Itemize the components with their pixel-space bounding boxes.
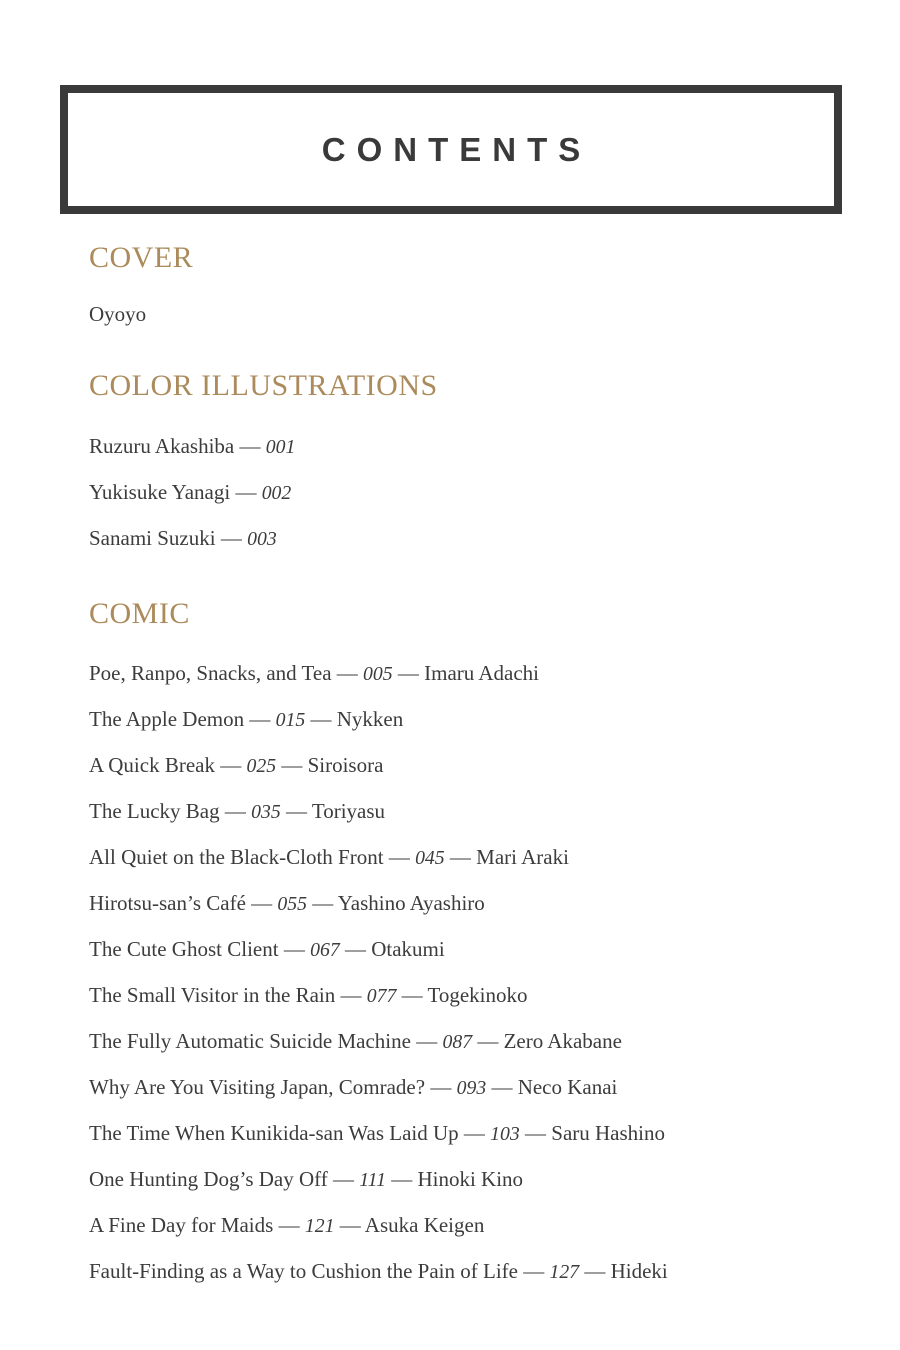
- toc-entry: [89, 705, 820, 734]
- entry-author: Zero Akabane: [503, 1029, 622, 1053]
- entry-list-color-illustrations: [89, 432, 820, 553]
- separator-dash: —: [579, 1259, 611, 1283]
- toc-entry: [89, 935, 820, 964]
- entry-page-number: 003: [247, 528, 277, 550]
- separator-dash: —: [410, 1029, 443, 1053]
- separator-dash: —: [425, 1075, 457, 1099]
- entry-title: The Time When Kunikida-san Was Laid Up: [89, 1121, 459, 1145]
- separator-dash: —: [214, 753, 247, 777]
- entry-title: A Quick Break: [89, 753, 215, 777]
- toc-entry: [89, 524, 820, 553]
- separator-dash: —: [327, 1167, 360, 1191]
- separator-dash: —: [219, 799, 252, 823]
- toc-entry: [89, 432, 820, 461]
- entry-author: Imaru Adachi: [424, 661, 539, 685]
- entry-title: Poe, Ranpo, Snacks, and Tea: [89, 661, 332, 685]
- separator-dash: —: [273, 1213, 305, 1237]
- entry-author: Hideki: [610, 1259, 668, 1283]
- toc-entry: [89, 751, 820, 780]
- separator-dash: —: [230, 480, 262, 504]
- entry-title: All Quiet on the Black-Cloth Front: [89, 845, 384, 869]
- entry-title: Hirotsu-san’s Café: [89, 891, 246, 915]
- entry-author: Toriyasu: [311, 799, 386, 823]
- toc-entry: [89, 1119, 820, 1148]
- toc-entry: [89, 981, 820, 1010]
- separator-dash: —: [215, 526, 248, 550]
- toc-entry: [89, 843, 820, 872]
- toc-entry: [89, 1027, 820, 1056]
- toc-entry: [89, 1257, 820, 1286]
- separator-dash: —: [335, 983, 367, 1007]
- entry-title: The Apple Demon: [89, 707, 245, 731]
- separator-dash: —: [305, 707, 337, 731]
- separator-dash: —: [458, 1121, 491, 1145]
- toc-entry: [89, 797, 820, 826]
- entry-author: Saru Hashino: [551, 1121, 666, 1145]
- entry-page-number: 103: [490, 1123, 520, 1145]
- entry-title: Sanami Suzuki: [89, 526, 216, 550]
- toc-entry: [89, 1165, 820, 1194]
- entry-author: Nykken: [336, 707, 404, 731]
- toc-entry: [89, 1211, 820, 1240]
- section-cover: [89, 240, 820, 328]
- entry-author: Yashino Ayashiro: [337, 891, 485, 915]
- entry-list-comic: [89, 659, 820, 1286]
- entry-title: Fault-Finding as a Way to Cushion the Pain of Life: [89, 1259, 518, 1283]
- section-comic: [89, 596, 820, 1286]
- entry-title: Ruzuru Akashiba: [89, 434, 235, 458]
- entry-author: Hinoki Kino: [417, 1167, 524, 1191]
- section-heading-color-illustrations: COLOR ILLUSTRATIONS: [89, 369, 438, 402]
- separator-dash: —: [278, 937, 311, 961]
- table-of-contents: [60, 240, 840, 1286]
- separator-dash: —: [519, 1121, 552, 1145]
- entry-title: Oyoyo: [89, 302, 147, 326]
- entry-page-number: 087: [442, 1031, 473, 1053]
- entry-title: The Lucky Bag: [89, 799, 220, 823]
- entry-author: Togekinoko: [427, 983, 528, 1007]
- toc-entry: [89, 300, 820, 328]
- section-color-illustrations: [89, 368, 820, 553]
- entry-page-number: 002: [261, 482, 292, 504]
- entry-page-number: 067: [310, 939, 340, 961]
- entry-page-number: 077: [366, 985, 397, 1007]
- separator-dash: —: [307, 891, 338, 915]
- entry-author: Otakumi: [371, 937, 445, 961]
- separator-dash: —: [383, 845, 416, 869]
- entry-author: Neco Kanai: [517, 1075, 618, 1099]
- separator-dash: —: [276, 753, 308, 777]
- entry-title: One Hunting Dog’s Day Off: [89, 1167, 328, 1191]
- separator-dash: —: [385, 1167, 418, 1191]
- entry-page-number: 111: [359, 1169, 386, 1191]
- separator-dash: —: [472, 1029, 504, 1053]
- entry-page-number: 005: [363, 663, 393, 685]
- separator-dash: —: [486, 1075, 518, 1099]
- toc-entry: [89, 889, 820, 918]
- entry-title: The Cute Ghost Client: [89, 937, 279, 961]
- separator-dash: —: [244, 707, 276, 731]
- contents-title-box: [60, 85, 842, 214]
- entry-page-number: 035: [251, 801, 281, 823]
- entry-page-number: 001: [265, 436, 296, 458]
- entry-page-number: 121: [304, 1215, 335, 1237]
- entry-page-number: 045: [415, 847, 445, 869]
- separator-dash: —: [339, 937, 372, 961]
- separator-dash: —: [517, 1259, 550, 1283]
- entry-title: The Fully Automatic Suicide Machine: [89, 1029, 411, 1053]
- section-heading-comic: COMIC: [89, 597, 190, 630]
- separator-dash: —: [331, 661, 364, 685]
- entry-author: Asuka Keigen: [364, 1213, 485, 1237]
- entry-title: The Small Visitor in the Rain: [89, 983, 336, 1007]
- separator-dash: —: [392, 661, 425, 685]
- entry-title: Yukisuke Yanagi: [89, 480, 231, 504]
- toc-entry: [89, 659, 820, 688]
- separator-dash: —: [396, 983, 428, 1007]
- entry-page-number: 055: [277, 893, 307, 915]
- entry-page-number: 025: [246, 755, 277, 777]
- toc-entry: [89, 478, 820, 507]
- entry-page-number: 127: [549, 1261, 580, 1283]
- separator-dash: —: [280, 799, 312, 823]
- entry-author: Mari Araki: [476, 845, 569, 869]
- section-heading-cover: COVER: [89, 241, 194, 274]
- entry-list-cover: [89, 300, 820, 328]
- entry-page-number: 015: [275, 709, 306, 731]
- separator-dash: —: [444, 845, 477, 869]
- toc-entry: [89, 1073, 820, 1102]
- entry-author: Siroisora: [307, 753, 384, 777]
- entry-title: Why Are You Visiting Japan, Comrade?: [89, 1075, 426, 1099]
- separator-dash: —: [245, 891, 278, 915]
- entry-title: A Fine Day for Maids: [89, 1213, 274, 1237]
- entry-page-number: 093: [456, 1077, 487, 1099]
- separator-dash: —: [334, 1213, 365, 1237]
- separator-dash: —: [234, 434, 266, 458]
- page-title: CONTENTS: [321, 130, 592, 168]
